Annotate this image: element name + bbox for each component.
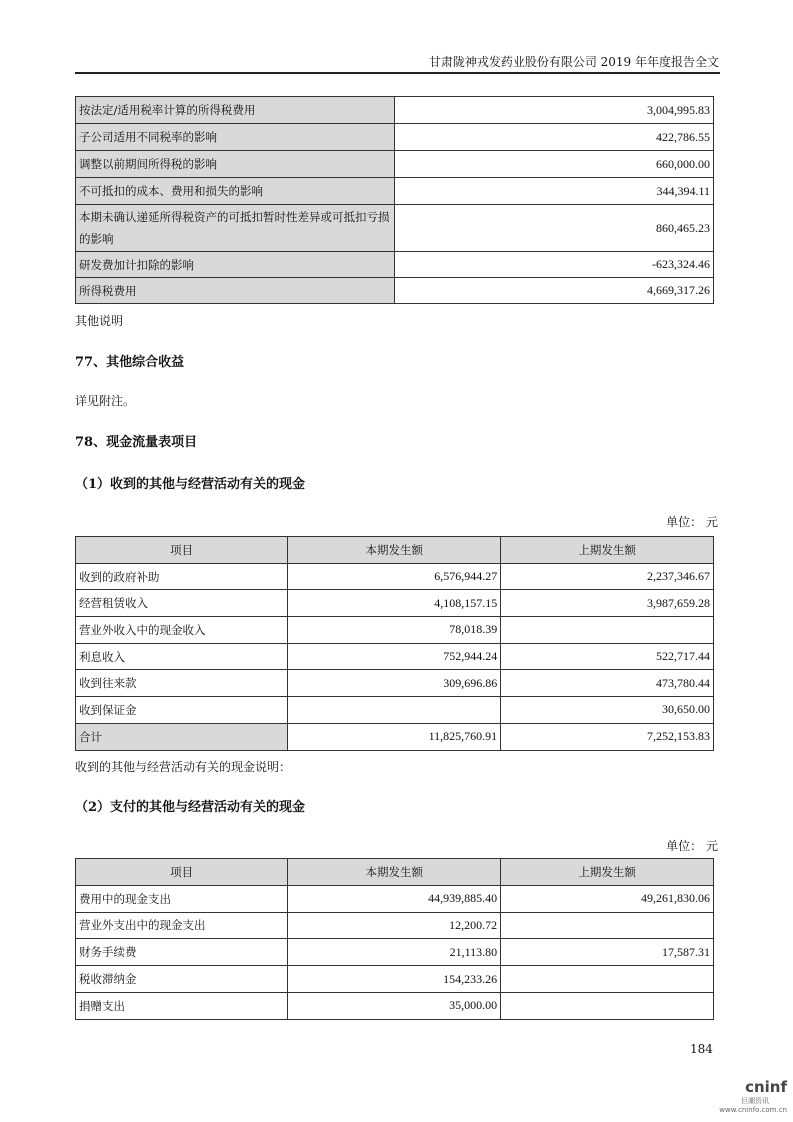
income-tax-reconciliation-table [75,96,714,304]
row-label: 收到保证金 [76,697,288,724]
row-value: 422,786.55 [395,124,714,151]
table-row [76,178,714,205]
current-period-value: 35,000.00 [288,992,501,1019]
sub2-title: （2）支付的其他与经营活动有关的现金 [75,800,306,815]
table-row [76,939,714,966]
row-label: 按法定/适用税率计算的所得税费用 [76,97,395,124]
row-label: 所得税费用 [76,278,395,304]
table-row [76,278,714,304]
current-period-value: 21,113.80 [288,939,501,966]
current-period-value: 44,939,885.40 [288,885,501,912]
column-header: 本期发生额 [288,859,501,886]
table-row [76,885,714,912]
current-period-value [288,697,501,724]
prior-period-value: 2,237,346.67 [501,563,714,590]
row-value: -623,324.46 [395,252,714,278]
section-77-text: 详见附注。 [75,394,136,408]
table-row [76,670,714,697]
logo-url: www.cninfo.com.cn [719,1106,787,1114]
row-label: 本期未确认递延所得税资产的可抵扣暂时性差异或可抵扣亏损的影响 [76,205,395,252]
row-label: 财务手续费 [76,939,288,966]
table-header-row [76,537,714,564]
sub1-unit: 单位： 元 [666,515,718,529]
table-row [76,124,714,151]
row-value: 660,000.00 [395,151,714,178]
column-header: 上期发生额 [501,859,714,886]
sub1-note: 收到的其他与经营活动有关的现金说明： [75,760,292,774]
row-value: 344,394.11 [395,178,714,205]
table-row [76,992,714,1019]
table-row [76,617,714,644]
table-row [76,723,714,750]
table-row [76,252,714,278]
other-note: 其他说明 [75,314,124,328]
row-label: 收到的政府补助 [76,563,288,590]
prior-period-value [501,966,714,993]
row-label: 利息收入 [76,643,288,670]
table-row [76,205,714,252]
cash-received-table [75,536,714,751]
cash-paid-table [75,858,714,1020]
column-header: 上期发生额 [501,537,714,564]
section-78-title: 78、现金流量表项目 [75,435,198,450]
row-value: 4,669,317.26 [395,278,714,304]
row-label: 子公司适用不同税率的影响 [76,124,395,151]
row-label: 费用中的现金支出 [76,885,288,912]
current-period-value: 78,018.39 [288,617,501,644]
current-period-value: 12,200.72 [288,912,501,939]
current-period-value: 154,233.26 [288,966,501,993]
column-header: 项目 [76,537,288,564]
column-header: 项目 [76,859,288,886]
prior-period-value [501,992,714,1019]
prior-period-value: 49,261,830.06 [501,885,714,912]
section-77-title: 77、其他综合收益 [75,355,185,370]
prior-period-value: 3,987,659.28 [501,590,714,617]
row-label: 经营租赁收入 [76,590,288,617]
sub1-title: （1）收到的其他与经营活动有关的现金 [75,477,306,492]
sub2-unit: 单位： 元 [666,839,718,853]
row-label: 不可抵扣的成本、费用和损失的影响 [76,178,395,205]
prior-period-value: 17,587.31 [501,939,714,966]
prior-period-value: 7,252,153.83 [501,723,714,750]
row-label: 调整以前期间所得税的影响 [76,151,395,178]
row-label: 营业外收入中的现金收入 [76,617,288,644]
column-header: 本期发生额 [288,537,501,564]
row-label: 捐赠支出 [76,992,288,1019]
prior-period-value [501,912,714,939]
table-row [76,912,714,939]
current-period-value: 11,825,760.91 [288,723,501,750]
prior-period-value: 473,780.44 [501,670,714,697]
prior-period-value: 30,650.00 [501,697,714,724]
prior-period-value [501,617,714,644]
row-label: 税收滞纳金 [76,966,288,993]
row-label: 营业外支出中的现金支出 [76,912,288,939]
table-row [76,563,714,590]
current-period-value: 4,108,157.15 [288,590,501,617]
row-label: 收到往来款 [76,670,288,697]
prior-period-value: 522,717.44 [501,643,714,670]
logo-cn: 巨潮资讯 [741,1097,769,1105]
current-period-value: 309,696.86 [288,670,501,697]
cninfo-logo [719,1078,787,1114]
row-value: 860,465.23 [395,205,714,252]
table-row [76,697,714,724]
header-rule [75,72,720,74]
running-header: 甘肃陇神戎发药业股份有限公司 2019 年年度报告全文 [428,55,719,69]
table-row [76,151,714,178]
current-period-value: 6,576,944.27 [288,563,501,590]
table-row [76,966,714,993]
table-row [76,97,714,124]
table-header-row [76,859,714,886]
row-label: 研发费加计扣除的影响 [76,252,395,278]
table-row [76,643,714,670]
page-number: 184 [690,1042,713,1056]
row-value: 3,004,995.83 [395,97,714,124]
table-row [76,590,714,617]
row-label: 合计 [76,723,288,750]
current-period-value: 752,944.24 [288,643,501,670]
logo-brand: cninf [745,1078,787,1096]
